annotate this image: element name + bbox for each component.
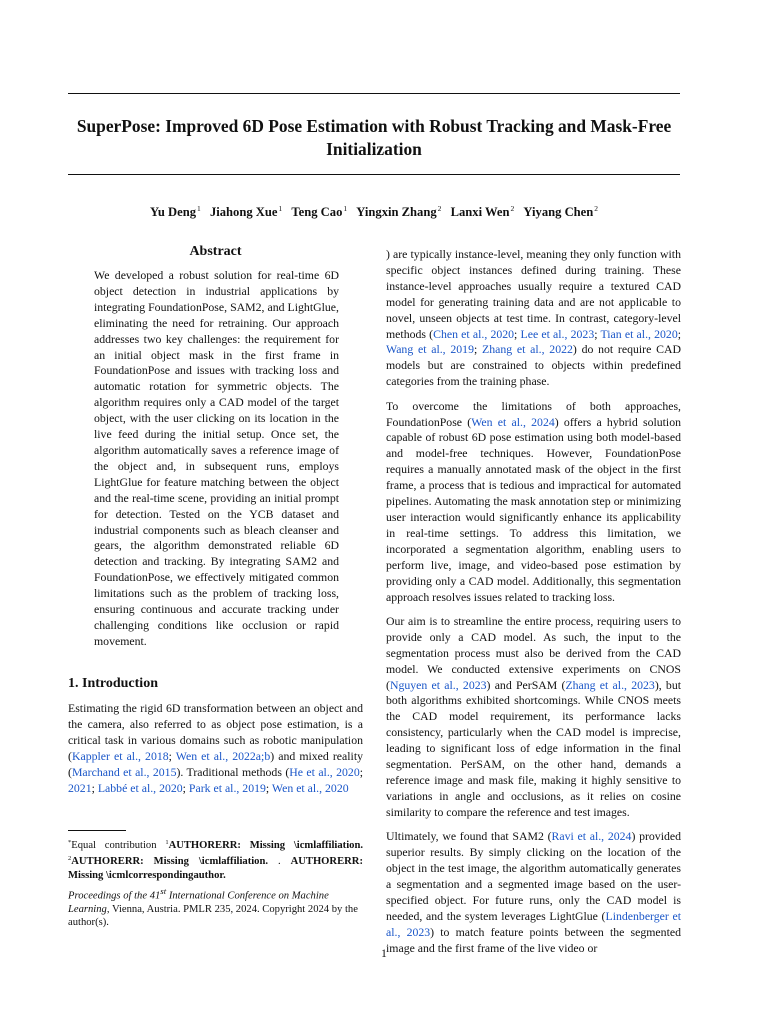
citation-link[interactable]: Tian et al., 2020 [600, 326, 678, 341]
paragraph-text: ) do not require CAD models but are constrained to objects within predefined categories from the training phase. [386, 342, 681, 389]
citation-link[interactable]: Lindenberger et al., 2023 [386, 908, 682, 939]
paragraph-text: ; [473, 342, 483, 357]
title-top-rule [68, 93, 680, 94]
author: Jiahong Xue$^1$ [209, 204, 283, 219]
citation-link[interactable]: Wen et al., 2024 [471, 414, 555, 429]
paragraph-text: Ultimately, we found that SAM2 ( [386, 829, 552, 844]
author: Teng Cao$^1$ [291, 204, 348, 219]
paragraph-text: ). Traditional methods ( [176, 764, 290, 779]
citation-link[interactable]: Zhang et al., 2023 [565, 677, 655, 692]
paragraph-text: ; [677, 326, 682, 341]
paragraph-text: ; [514, 326, 521, 341]
intro-paragraph-1 [68, 701, 363, 796]
title-bottom-rule [68, 174, 680, 175]
author: Yu Deng$^1$ [149, 204, 201, 219]
citation-link[interactable]: He et al., 2020 [289, 764, 360, 779]
author: Lanxi Wen$^2$ [450, 204, 515, 219]
paragraph-text: ; [91, 780, 98, 795]
citation-link[interactable]: Lee et al., 2023 [520, 326, 595, 341]
introduction-heading: 1. Introduction [68, 676, 158, 691]
citation-link[interactable]: 2021 [68, 780, 92, 795]
page-number: 1 [381, 946, 387, 960]
paragraph-text: ; [359, 764, 363, 779]
paragraph-text: ), but both algorithms exhibited shortcomings. While CNOS meets the CAD model requirement, its performance lacks consistency, particularly when the CAD model is imprecise, leading to significant loss of edge information in the final segmentation. PerSAM, on the other hand, demands a reference image and mask file, making it highly sensitive to variations in angle and occlusions, as it relies on cosine similarity to compare the reference and test images. [386, 677, 682, 819]
paragraph-text: ; [594, 326, 601, 341]
paper-title: SuperPose: Improved 6D Pose Estimation with Robust Tracking and Mask-Free Initialization [76, 116, 672, 159]
intro-paragraph-2 [386, 399, 681, 606]
citation-link[interactable]: Marchand et al., 2015 [71, 764, 177, 779]
citation-link[interactable]: Ravi et al., 2024 [551, 829, 632, 844]
citation-link[interactable]: Park et al., 2019 [188, 780, 266, 795]
intro-paragraph-3 [386, 614, 681, 821]
paragraph-text: Our aim is to streamline the entire process, requiring users to provide only a CAD model. As such, the input to the segmentation process must also be derived from the CAD model. We conducted extensive experiments on CNOS ( [386, 613, 681, 692]
intro-paragraph-4 [386, 829, 681, 956]
paragraph-text: ) offers a hybrid solution capable of robust 6D pose estimation using both model-based and model-free techniques. However, FoundationPose requires a manually annotated mask of the object in the first frame, a process that is tedious and impractical for automated pipelines. Automating the mask annotation step or minimizing user interaction would significantly enhance its applicability in real-time settings. To address this limitation, we incorporated a segmentation algorithm, enabling users to perform live, image, and video-based pose estimation by providing only a CAD model. Additionally, this segmentation approach resolves issues related to tracking loss. [386, 414, 681, 604]
citation-link[interactable]: Labbé et al., 2020 [97, 780, 183, 795]
citation-link[interactable]: Wen et al., 2022a;b [175, 748, 271, 763]
author-list [68, 201, 680, 220]
citation-link[interactable]: Kappler et al., 2018 [71, 748, 169, 763]
author: Yiyang Chen$^2$ [523, 204, 599, 219]
paragraph-text: ; [168, 748, 176, 763]
paragraph-text: ; [265, 780, 272, 795]
citation-link[interactable]: Chen et al., 2020 [433, 326, 515, 341]
footnote: *Equal contribution $^1$AUTHORERR: Missing \icmlaffiliation. $^2$AUTHORERR: Missing \icmlaffiliation. . AUTHORERR: Missing \icmlcorrespondingauthor. [68, 839, 363, 881]
citation-link[interactable]: Wen et al., 2020 [271, 780, 349, 795]
paragraph-text: ) are typically instance-level, meaning they only function with specific object instances defined during training. These instance-level approaches usually require a textured CAD model for generating training data and are not applicable to novel, unseen objects at test time. In contrast, category-level methods ( [386, 247, 681, 341]
paragraph-text: To overcome the limitations of both approaches, FoundationPose ( [386, 398, 681, 429]
paragraph-text: ) to match feature points between the segmented image and the first frame of the live video or [386, 924, 681, 955]
paragraph-text: ; [182, 780, 189, 795]
abstract-text: We developed a robust solution for real-time 6D object detection in industrial applications by integrating FoundationPose, SAM2, and LightGlue, eliminating the need for retraining. Our approach addresses two key challenges: the requirement for an initial object mask in the first frame in FoundationPose and issues with tracking loss and automatic rotation for symmetric objects. The algorithm requires only a CAD model of the target object, with the user clicking on its location in the live feed during the initial setup. Once set, the algorithm automatically saves a reference image of the object and, in subsequent runs, employs LightGlue for feature matching between the object and the real-time scene, providing an initial prompt for detection. Tested on the YCB dataset and industrial components such as bleach cleanser and gears, the algorithm demonstrated reliable 6D detection and tracking. By integrating SAM2 and FoundationPose, we effectively mitigated common limitations such as the problem of tracking loss, ensuring continuous and accurate tracking under challenging conditions like occlusion or rapid movement. [94, 268, 339, 648]
citation-link[interactable]: Zhang et al., 2022 [482, 342, 573, 357]
intro-paragraph-1-continued [386, 247, 681, 390]
citation-link[interactable]: Nguyen et al., 2023 [389, 677, 487, 692]
paragraph-text: ) and mixed reality ( [68, 748, 363, 779]
left-column-body [68, 701, 363, 805]
right-column-body [386, 247, 681, 965]
paragraph-text: ) and PerSAM ( [486, 677, 566, 692]
paragraph-text: ) provided superior results. By simply clicking on the location of the object in the test image, the algorithm automatically generates a segmentation and a segmented image based on the user-specified object. For future runs, only the CAD model is needed, and the system leverages LightGlue ( [386, 829, 682, 923]
abstract-heading: Abstract [189, 244, 242, 259]
footnote-rule [68, 830, 126, 831]
citation-link[interactable]: Wang et al., 2019 [386, 342, 474, 357]
author: Yingxin Zhang$^2$ [356, 204, 442, 219]
paragraph-text: Estimating the rigid 6D transformation between an object and the camera, also referred to as object pose estimation, is a critical task in various domains such as robotic manipulation ( [68, 701, 363, 763]
proceedings-notice: Proceedings of the 41st International Conference on Machine Learning, Vienna, Austria. PMLR 235, 2024. Copyright 2024 by the author(s). [68, 886, 358, 929]
